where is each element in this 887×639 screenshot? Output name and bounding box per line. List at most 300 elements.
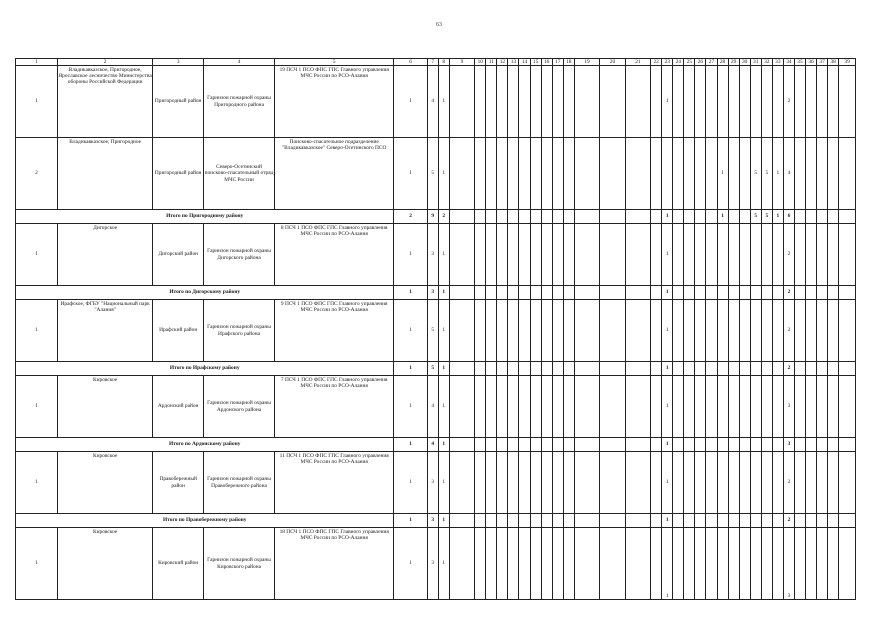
value-cell [750, 300, 761, 362]
value-cell [717, 286, 728, 300]
value-cell [519, 376, 530, 438]
value-cell [728, 362, 739, 376]
value-cell [486, 376, 497, 438]
row-number-cell: 2 [16, 138, 58, 210]
value-cell [817, 210, 828, 224]
value-cell [541, 138, 552, 210]
col-8-cell: 1 [438, 452, 449, 514]
district-cell: Пригородный район [153, 66, 204, 138]
value-cell [684, 376, 695, 438]
value-cell [475, 452, 486, 514]
value-cell: 3 [783, 528, 794, 600]
value-cell [684, 224, 695, 286]
unit-cell: Поисково-спасательное подразделение "Владикавказское" Северо-Осетинского ПСО [274, 138, 394, 210]
col-6-cell: 1 [394, 224, 427, 286]
value-cell: 1 [772, 210, 783, 224]
value-cell [739, 528, 750, 600]
value-cell [449, 376, 474, 438]
col-6-cell: 1 [394, 452, 427, 514]
value-cell [817, 138, 828, 210]
value-cell [574, 376, 599, 438]
unit-cell: 7 ПСЧ 1 ПСО ФПС ГПС Главного управления МЧС России по РСО-Алания [274, 376, 394, 438]
col-7-cell: 3 [427, 286, 438, 300]
value-cell [839, 138, 856, 210]
column-header: 37 [817, 59, 828, 66]
garrison-cell: Гарнизон пожарной охраны Ирафского района [204, 300, 275, 362]
value-cell [706, 210, 717, 224]
column-header: 3 [153, 59, 204, 66]
value-cell [530, 452, 541, 514]
column-header: 16 [541, 59, 552, 66]
value-cell [684, 286, 695, 300]
col-8-cell: 1 [438, 300, 449, 362]
column-header: 29 [728, 59, 739, 66]
value-cell [475, 528, 486, 600]
subtotal-row [16, 210, 856, 224]
value-cell [625, 514, 650, 528]
value-cell [706, 514, 717, 528]
value-cell [794, 514, 805, 528]
value-cell [817, 66, 828, 138]
value-cell [486, 224, 497, 286]
value-cell [739, 300, 750, 362]
value-cell: 2 [783, 224, 794, 286]
column-header: 11 [486, 59, 497, 66]
value-cell [486, 300, 497, 362]
column-header: 2 [58, 59, 153, 66]
value-cell [530, 300, 541, 362]
value-cell [563, 210, 574, 224]
value-cell [695, 224, 706, 286]
value-cell [475, 66, 486, 138]
value-cell [717, 362, 728, 376]
column-header: 4 [204, 59, 275, 66]
value-cell [600, 452, 625, 514]
table-row [16, 138, 856, 210]
subtotal-row [16, 362, 856, 376]
value-cell [728, 300, 739, 362]
value-cell [486, 514, 497, 528]
value-cell [706, 224, 717, 286]
value-cell [706, 138, 717, 210]
value-cell [717, 528, 728, 600]
col-8-cell: 1 [438, 528, 449, 600]
col-8-cell: 1 [438, 66, 449, 138]
value-cell [706, 300, 717, 362]
value-cell [750, 514, 761, 528]
value-cell [673, 210, 684, 224]
value-cell [684, 438, 695, 452]
value-cell: 1 [662, 210, 673, 224]
value-cell [541, 438, 552, 452]
value-cell [541, 514, 552, 528]
page-number: 63 [436, 22, 442, 28]
column-header: 26 [695, 59, 706, 66]
value-cell [828, 300, 839, 362]
value-cell [475, 438, 486, 452]
value-cell [600, 300, 625, 362]
col-7-cell: 5 [427, 362, 438, 376]
value-cell [817, 438, 828, 452]
value-cell [530, 362, 541, 376]
forestry-cell: Кировское [58, 376, 153, 438]
value-cell [497, 438, 508, 452]
value-cell [717, 438, 728, 452]
column-header: 32 [761, 59, 772, 66]
column-header: 28 [717, 59, 728, 66]
forestry-cell: Кировское [58, 528, 153, 600]
value-cell [574, 438, 599, 452]
value-cell [651, 300, 662, 362]
value-cell [673, 452, 684, 514]
column-header: 17 [552, 59, 563, 66]
value-cell [706, 66, 717, 138]
value-cell [772, 514, 783, 528]
value-cell [806, 362, 817, 376]
value-cell [530, 66, 541, 138]
district-cell: Кировский район [153, 528, 204, 600]
value-cell [508, 376, 519, 438]
value-cell [574, 300, 599, 362]
value-cell [684, 514, 695, 528]
header-row [16, 59, 856, 66]
value-cell: 1 [662, 452, 673, 514]
value-cell [600, 528, 625, 600]
value-cell [600, 66, 625, 138]
value-cell [839, 362, 856, 376]
column-header: 35 [794, 59, 805, 66]
district-cell: Дигорский район [153, 224, 204, 286]
value-cell [497, 514, 508, 528]
value-cell [552, 514, 563, 528]
value-cell [600, 138, 625, 210]
value-cell [662, 138, 673, 210]
value-cell [519, 514, 530, 528]
value-cell [817, 362, 828, 376]
value-cell [508, 300, 519, 362]
value-cell [739, 362, 750, 376]
value-cell [530, 438, 541, 452]
value-cell [761, 438, 772, 452]
value-cell [449, 300, 474, 362]
value-cell [600, 286, 625, 300]
value-cell [739, 438, 750, 452]
value-cell [817, 376, 828, 438]
value-cell [828, 376, 839, 438]
value-cell [806, 138, 817, 210]
value-cell [519, 362, 530, 376]
value-cell [794, 362, 805, 376]
col-6-cell: 1 [394, 300, 427, 362]
value-cell [625, 452, 650, 514]
value-cell [817, 528, 828, 600]
value-cell [552, 138, 563, 210]
value-cell [541, 224, 552, 286]
value-cell [695, 66, 706, 138]
value-cell [519, 224, 530, 286]
value-cell: 3 [783, 376, 794, 438]
col-7-cell: 4 [427, 66, 438, 138]
value-cell [839, 376, 856, 438]
value-cell [625, 528, 650, 600]
value-cell [839, 300, 856, 362]
value-cell: 5 [750, 210, 761, 224]
value-cell [625, 362, 650, 376]
value-cell [651, 66, 662, 138]
district-cell: Правобережный район [153, 452, 204, 514]
column-header: 23 [662, 59, 673, 66]
value-cell [600, 362, 625, 376]
value-cell [817, 514, 828, 528]
value-cell [563, 514, 574, 528]
value-cell [563, 438, 574, 452]
value-cell [563, 362, 574, 376]
value-cell [563, 286, 574, 300]
value-cell [772, 528, 783, 600]
column-header: 6 [394, 59, 427, 66]
value-cell: 1 [717, 138, 728, 210]
value-cell [574, 210, 599, 224]
value-cell [563, 452, 574, 514]
value-cell [695, 528, 706, 600]
value-cell [449, 138, 474, 210]
subtotal-label: Итого по Дигорскому району [16, 286, 394, 300]
value-cell: 6 [783, 210, 794, 224]
value-cell [600, 224, 625, 286]
value-cell [806, 438, 817, 452]
value-cell [839, 210, 856, 224]
value-cell [600, 438, 625, 452]
value-cell [695, 138, 706, 210]
value-cell [772, 452, 783, 514]
value-cell [806, 528, 817, 600]
value-cell [828, 528, 839, 600]
value-cell [519, 528, 530, 600]
col-8-cell: 1 [438, 138, 449, 210]
value-cell [486, 452, 497, 514]
row-number-cell: 1 [16, 66, 58, 138]
value-cell [508, 452, 519, 514]
value-cell [761, 376, 772, 438]
value-cell [817, 224, 828, 286]
value-cell [651, 514, 662, 528]
value-cell [574, 362, 599, 376]
value-cell: 2 [783, 286, 794, 300]
value-cell [574, 66, 599, 138]
value-cell [552, 286, 563, 300]
garrison-cell: Гарнизон пожарной охраны Пригородного района [204, 66, 275, 138]
value-cell [728, 286, 739, 300]
value-cell [828, 66, 839, 138]
value-cell [750, 376, 761, 438]
value-cell [828, 224, 839, 286]
value-cell [717, 452, 728, 514]
value-cell [497, 286, 508, 300]
value-cell [600, 514, 625, 528]
value-cell [552, 224, 563, 286]
value-cell [728, 438, 739, 452]
value-cell [552, 66, 563, 138]
unit-cell: 18 ПСЧ 1 ПСО ФПС ГПС Главного управления МЧС России по РСО-Алания [274, 528, 394, 600]
value-cell [695, 210, 706, 224]
value-cell: 1 [662, 376, 673, 438]
value-cell [717, 300, 728, 362]
value-cell [673, 224, 684, 286]
value-cell [806, 300, 817, 362]
value-cell: 1 [662, 362, 673, 376]
value-cell [541, 286, 552, 300]
col-7-cell: 9 [427, 210, 438, 224]
col-7-cell: 5 [427, 300, 438, 362]
row-number-cell: 1 [16, 452, 58, 514]
col-7-cell: 3 [427, 514, 438, 528]
value-cell: 1 [662, 286, 673, 300]
value-cell [728, 66, 739, 138]
value-cell [673, 438, 684, 452]
value-cell [519, 300, 530, 362]
column-header: 24 [673, 59, 684, 66]
value-cell [541, 362, 552, 376]
value-cell [717, 66, 728, 138]
value-cell [673, 528, 684, 600]
col-8-cell: 1 [438, 362, 449, 376]
column-header: 9 [449, 59, 474, 66]
col-8-cell: 1 [438, 514, 449, 528]
unit-cell: 8 ПСЧ 1 ПСО ФПС ГПС Главного управления МЧС России по РСО-Алания [274, 224, 394, 286]
column-header: 33 [772, 59, 783, 66]
value-cell [651, 138, 662, 210]
value-cell [673, 514, 684, 528]
value-cell [761, 66, 772, 138]
col-6-cell: 1 [394, 286, 427, 300]
value-cell [497, 528, 508, 600]
value-cell [625, 138, 650, 210]
value-cell [761, 362, 772, 376]
table-row [16, 376, 856, 438]
value-cell [839, 66, 856, 138]
value-cell [651, 362, 662, 376]
col-6-cell: 1 [394, 376, 427, 438]
value-cell [739, 376, 750, 438]
value-cell [684, 138, 695, 210]
value-cell [651, 528, 662, 600]
value-cell [486, 528, 497, 600]
value-cell [497, 66, 508, 138]
value-cell [772, 286, 783, 300]
column-header: 18 [563, 59, 574, 66]
col-6-cell: 2 [394, 210, 427, 224]
value-cell [563, 224, 574, 286]
value-cell [475, 138, 486, 210]
value-cell [806, 452, 817, 514]
value-cell [552, 452, 563, 514]
column-header: 19 [574, 59, 599, 66]
col-6-cell: 1 [394, 362, 427, 376]
value-cell [651, 438, 662, 452]
value-cell [794, 376, 805, 438]
value-cell [806, 514, 817, 528]
value-cell [839, 224, 856, 286]
subtotal-row [16, 514, 856, 528]
value-cell [750, 66, 761, 138]
value-cell: 1 [662, 66, 673, 138]
row-number-cell: 1 [16, 224, 58, 286]
value-cell [475, 300, 486, 362]
table-row [16, 528, 856, 600]
value-cell [794, 528, 805, 600]
value-cell [530, 224, 541, 286]
column-header: 12 [497, 59, 508, 66]
subtotal-row [16, 286, 856, 300]
value-cell [828, 362, 839, 376]
value-cell [728, 224, 739, 286]
column-header: 34 [783, 59, 794, 66]
value-cell [449, 286, 474, 300]
value-cell [706, 362, 717, 376]
value-cell [794, 286, 805, 300]
unit-cell: 11 ПСЧ 1 ПСО ФПС ГПС Главного управления МЧС России по РСО-Алания [274, 452, 394, 514]
garrison-cell: Гарнизон пожарной охраны Кировского района [204, 528, 275, 600]
value-cell [750, 438, 761, 452]
value-cell [717, 514, 728, 528]
column-header: 5 [274, 59, 394, 66]
value-cell: 2 [783, 452, 794, 514]
value-cell [552, 362, 563, 376]
fire-service-table [15, 58, 856, 600]
value-cell [497, 362, 508, 376]
column-header: 20 [600, 59, 625, 66]
garrison-cell: Северо-Осетинский поисково-спасательный отряд МЧС России [204, 138, 275, 210]
value-cell [717, 224, 728, 286]
value-cell [839, 286, 856, 300]
value-cell [541, 376, 552, 438]
col-6-cell: 1 [394, 138, 427, 210]
value-cell [486, 362, 497, 376]
value-cell [541, 300, 552, 362]
value-cell [519, 452, 530, 514]
value-cell [806, 376, 817, 438]
value-cell [684, 300, 695, 362]
value-cell [728, 210, 739, 224]
value-cell [839, 438, 856, 452]
col-7-cell: 3 [427, 452, 438, 514]
value-cell [552, 210, 563, 224]
subtotal-label: Итого по Ирафскому району [16, 362, 394, 376]
col-8-cell: 1 [438, 438, 449, 452]
value-cell [750, 528, 761, 600]
forestry-cell: Дигорское [58, 224, 153, 286]
value-cell [806, 286, 817, 300]
value-cell [706, 452, 717, 514]
value-cell [828, 514, 839, 528]
column-header: 10 [475, 59, 486, 66]
value-cell [552, 438, 563, 452]
value-cell [817, 286, 828, 300]
value-cell [739, 452, 750, 514]
value-cell [684, 210, 695, 224]
value-cell [828, 452, 839, 514]
table-row [16, 224, 856, 286]
forestry-cell: Владикавказское, Пригородное [58, 138, 153, 210]
value-cell [541, 452, 552, 514]
row-number-cell: 1 [16, 528, 58, 600]
value-cell [828, 210, 839, 224]
unit-cell: 19 ПСЧ 1 ПСО ФПС ГПС Главного управления МЧС России по РСО-Алания [274, 66, 394, 138]
value-cell: 2 [783, 362, 794, 376]
column-header: 15 [530, 59, 541, 66]
value-cell [706, 286, 717, 300]
column-header: 27 [706, 59, 717, 66]
